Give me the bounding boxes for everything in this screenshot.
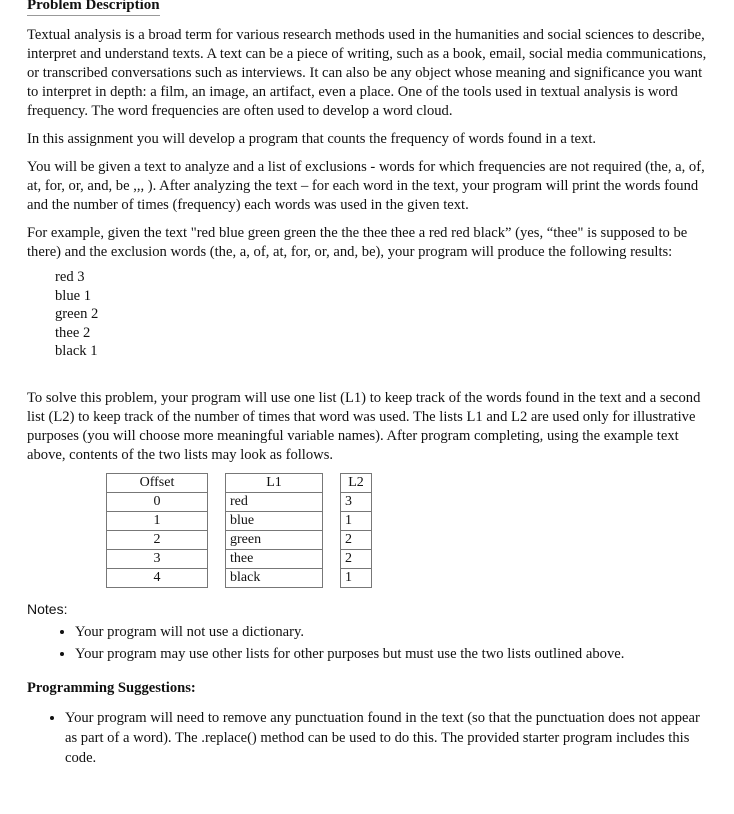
result-line: black 1 — [55, 343, 98, 359]
cell-l2: 1 — [341, 568, 372, 587]
cell-l2: 3 — [341, 492, 372, 511]
table-row — [107, 549, 372, 568]
paragraph-intro: Textual analysis is a broad term for various research methods used in the humanities and social sciences to describe, interpret and understand texts. A text can be a piece of writing, such as a book, email, social media communications, or transcribed conversations such as interviews. It can also be any object whose meaning and significance you want to interpret in depth: a film, an image, an artifact, even a place. One of the tools used in textual analysis is word frequency. The word frequencies are often used to develop a word cloud. — [27, 27, 707, 119]
cell-offset: 2 — [107, 530, 208, 549]
cell-l2: 2 — [341, 530, 372, 549]
list-item: • Your program will not use a dictionary. — [75, 621, 707, 643]
suggestions-heading: Programming Suggestions: — [27, 679, 196, 696]
paragraph-lists: To solve this problem, your program will use one list (L1) to keep track of the words found in the text and a second list (L2) to keep track of the number of times that word was used. The lists L1 and L2 are used only for illustrative purposes (you will choose more meaningful variable names). After program completing, using the example text above, contents of the two lists may look as follows. — [27, 389, 701, 463]
table-row — [107, 530, 372, 549]
result-line: green 2 — [55, 306, 99, 322]
document — [27, 0, 707, 768]
notes-heading: Notes: — [27, 600, 68, 617]
header-l1: L1 — [226, 473, 323, 492]
lists-table — [106, 473, 372, 588]
cell-l1: red — [226, 492, 323, 511]
example-results — [55, 268, 707, 361]
header-offset: Offset — [107, 473, 208, 492]
cell-l1: blue — [226, 511, 323, 530]
cell-offset: 4 — [107, 568, 208, 587]
list-item: • Your program will need to remove any punctuation found in the text (so that the punctuation does not appear as part of a word). The .replace() method can be used to do this. The provided starter program includes this code. — [65, 708, 707, 768]
table-row — [107, 568, 372, 587]
cell-l1: green — [226, 530, 323, 549]
list-item: • Your program may use other lists for other purposes but must use the two lists outlined above. — [75, 643, 707, 665]
cell-l1: thee — [226, 549, 323, 568]
cell-l2: 2 — [341, 549, 372, 568]
cell-offset: 0 — [107, 492, 208, 511]
page-title: Problem Description — [27, 0, 160, 16]
cell-l1: black — [226, 568, 323, 587]
cell-offset: 1 — [107, 511, 208, 530]
table-row — [107, 511, 372, 530]
result-line: red 3 — [55, 269, 85, 285]
table-row — [107, 492, 372, 511]
suggestions-list — [27, 708, 707, 768]
result-line: blue 1 — [55, 287, 92, 304]
paragraph-assignment: In this assignment you will develop a program that counts the frequency of words found in a text. — [27, 131, 597, 147]
notes-list — [27, 621, 707, 665]
table-header-row — [107, 473, 372, 492]
header-l2: L2 — [341, 473, 372, 492]
paragraph-example: For example, given the text "red blue green green the the thee thee a red red black” (yes, “thee" is supposed to be there) and the exclusion words (the, a, of, at, for, or, and, be), your program will produce the following results: — [27, 225, 688, 260]
result-line: thee 2 — [55, 324, 91, 341]
cell-offset: 3 — [107, 549, 208, 568]
cell-l2: 1 — [341, 511, 372, 530]
paragraph-exclusions: You will be given a text to analyze and a list of exclusions - words for which frequencies are not required (the, a, of, at, for, or, and, be ,,, ). After analyzing the text – for each word in the text, your program will print the words found and the number of times (frequency) each words was used in the given text. — [27, 159, 705, 213]
